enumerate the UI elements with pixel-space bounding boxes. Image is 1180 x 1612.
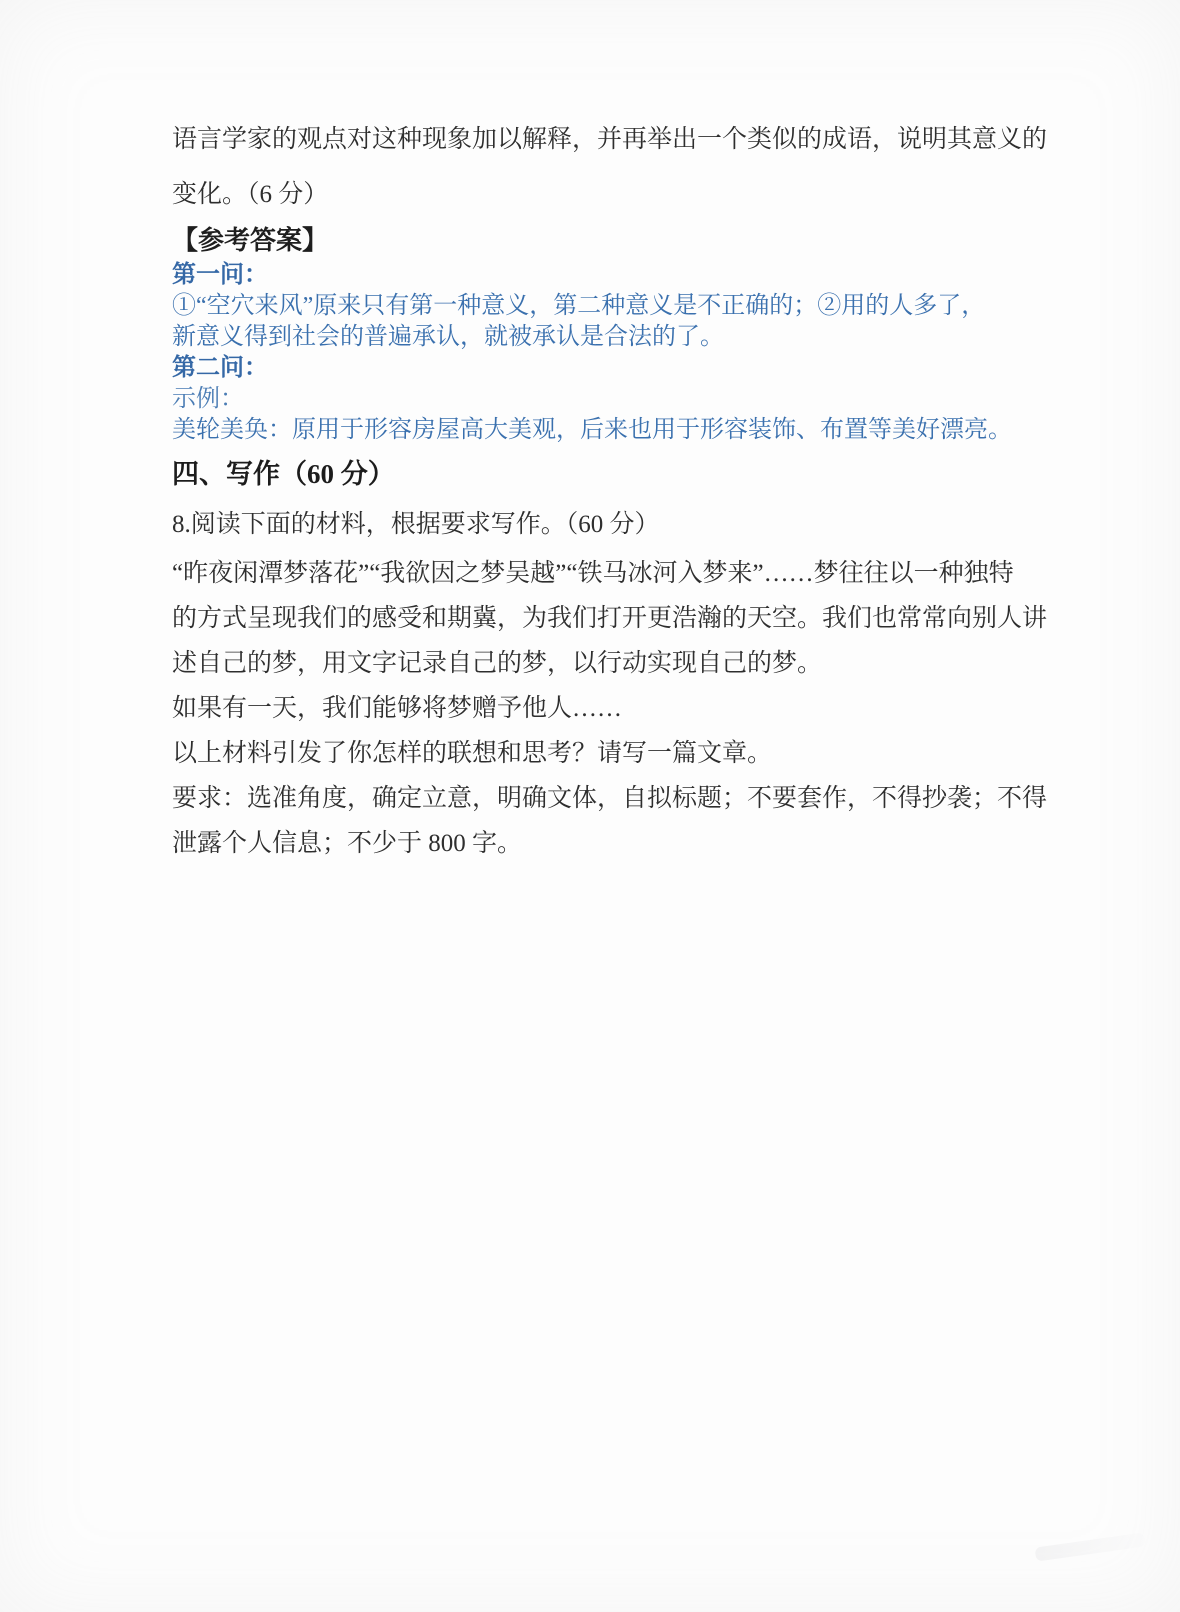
question-text-line: 变化。（6 分） xyxy=(172,181,329,208)
requirements-text-line: 泄露个人信息；不少于 800 字。 xyxy=(172,830,523,857)
reference-answer-heading: 【参考答案】 xyxy=(172,226,329,255)
answer-q1-label: 第一问： xyxy=(172,262,268,288)
answer-q1-text-line: ①“空穴来风”原来只有第一种意义，第二种意义是不正确的；②用的人多了， xyxy=(172,293,986,319)
material-text-line: 如果有一天，我们能够将梦赠予他人…… xyxy=(172,695,623,722)
answer-q2-label: 第二问： xyxy=(172,355,268,381)
question-tail-paragraph xyxy=(172,112,1048,222)
scan-artifact xyxy=(1035,1532,1146,1561)
answer-q1-text-line: 新意义得到社会的普遍承认，就被承认是合法的了。 xyxy=(172,324,724,350)
requirements-text-line: 要求：选准角度，确定立意，明确文体，自拟标题；不要套作，不得抄袭；不得 xyxy=(172,785,1048,812)
task-text-line: 以上材料引发了你怎样的联想和思考？请写一篇文章。 xyxy=(172,740,773,767)
material-text-line: “昨夜闲潭梦落花”“我欲因之梦吴越”“铁马冰河入梦来”……梦往往以一种独特 xyxy=(172,560,1014,587)
question-text-line: 语言学家的观点对这种现象加以解释，并再举出一个类似的成语，说明其意义的 xyxy=(172,126,1048,153)
writing-prompt-block xyxy=(172,502,1048,866)
answer-example-label: 示例： xyxy=(172,386,244,412)
material-text-line: 的方式呈现我们的感受和期冀，为我们打开更浩瀚的天空。我们也常常向别人讲 xyxy=(172,605,1048,632)
answer-example-text: 美轮美奂：原用于形容房屋高大美观，后来也用于形容装饰、布置等美好漂亮。 xyxy=(172,417,1012,443)
document-content xyxy=(172,112,1048,866)
writing-prompt-line: 8.阅读下面的材料，根据要求写作。（60 分） xyxy=(172,511,660,538)
material-text-line: 述自己的梦，用文字记录自己的梦，以行动实现自己的梦。 xyxy=(172,650,823,677)
writing-section-heading: 四、写作（60 分） xyxy=(172,459,395,489)
reference-answer-block xyxy=(172,260,1012,446)
